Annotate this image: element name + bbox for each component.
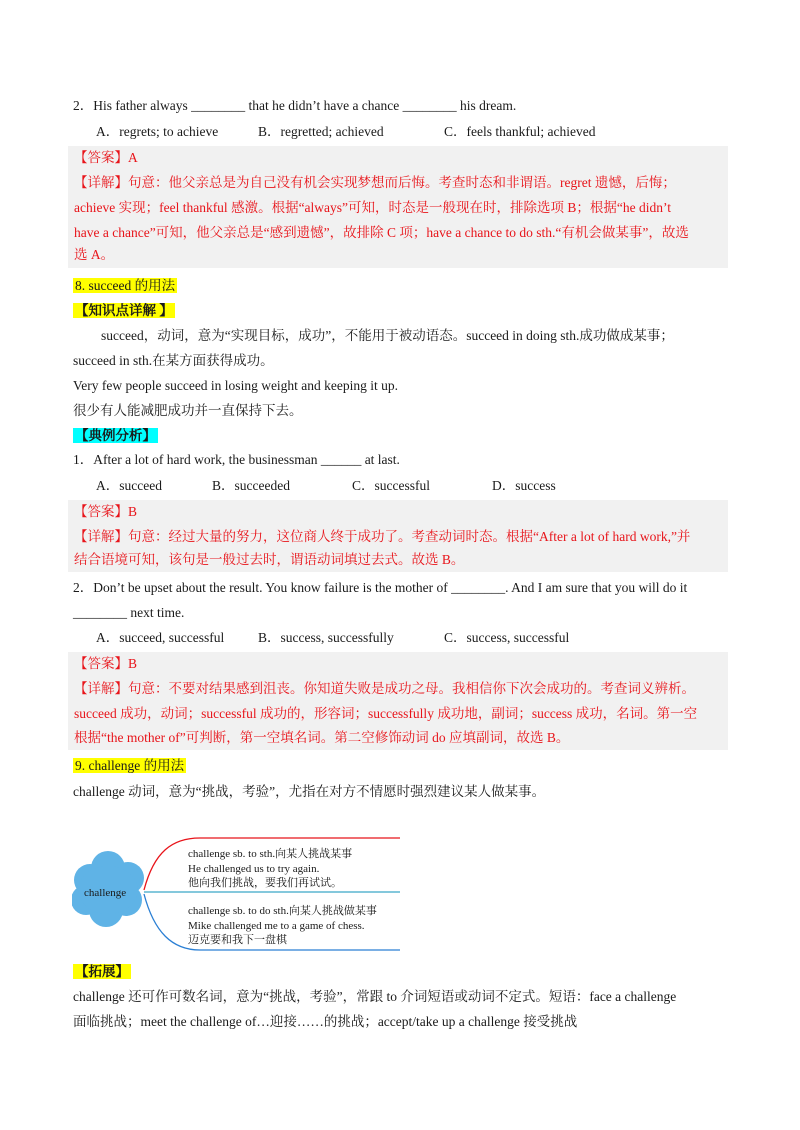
- extension-line: 面临挑战；meet the challenge of…迎接……的挑战；accept/take up a challenge 接受挑战: [73, 1014, 578, 1029]
- branch2-line1: challenge sb. to do sth.向某人挑战做某事: [188, 905, 377, 917]
- extension-tag: 【拓展】: [75, 964, 129, 979]
- example-2-stem: 2．Don’t be upset about the result. You know failure is the mother of ________. And I am sure that you will do it: [73, 580, 688, 595]
- q2-option-b: B．regretted; achieved: [258, 124, 384, 139]
- body-line: succeed in sth.在某方面获得成功。: [73, 353, 274, 368]
- mind-map: [72, 832, 402, 958]
- branch1-line1: challenge sb. to sth.向某人挑战某事: [188, 848, 353, 860]
- q2-answer-box: [68, 146, 728, 268]
- example-sentence: Very few people succeed in losing weight and keeping it up.: [73, 378, 399, 393]
- mind-map-center-label: challenge: [84, 887, 127, 899]
- q2-option-c: C．feels thankful; achieved: [444, 124, 596, 139]
- section-9-heading: 9. challenge 的用法: [75, 758, 185, 773]
- ex1-option-a: A．succeed: [96, 478, 162, 493]
- question-2-stem: 2．His father always ________ that he didn’t have a chance ________ his dream.: [73, 98, 517, 113]
- q2-answer: 【答案】A: [74, 150, 138, 165]
- extension-line: challenge 还可作可数名词，意为“挑战，考验”，常跟 to 介词短语或动词不定式。短语：face a challenge: [73, 989, 677, 1004]
- ex2-detail-line: succeed 成功，动词；successful 成功的，形容词；successfully 成功地，副词；success 成功，名词。第一空: [74, 706, 698, 721]
- branch2-line3: 迈克要和我下一盘棋: [188, 934, 287, 946]
- ex2-answer: 【答案】B: [74, 656, 138, 671]
- ex1-option-d: D．success: [492, 478, 556, 493]
- section-9-intro: challenge 动词，意为“挑战，考验”，尤指在对方不情愿时强烈建议某人做某事。: [73, 784, 546, 799]
- knowledge-tag: 【知识点详解 】: [75, 303, 173, 318]
- ex1-option-b: B．succeeded: [212, 478, 290, 493]
- ex2-option-a: A．succeed, successful: [96, 630, 225, 645]
- ex1-answer: 【答案】B: [74, 504, 138, 519]
- ex2-option-b: B．success, successfully: [258, 630, 394, 645]
- q2-detail-line: 【详解】句意：他父亲总是为自己没有机会实现梦想而后悔。考查时态和非谓语。regret 遗憾，后悔；: [74, 175, 676, 190]
- example-2-stem-cont: ________ next time.: [73, 605, 185, 620]
- section-8-heading: 8. succeed 的用法: [75, 278, 176, 293]
- branch1-line2: He challenged us to try again.: [188, 863, 320, 875]
- ex2-answer-box: [68, 652, 728, 750]
- q2-detail-line: 选 A。: [74, 247, 115, 262]
- q2-detail-line: have a chance”可知，他父亲总是“感到遗憾”，故排除 C 项；have a chance to do sth.“有机会做某事”，故选: [74, 225, 689, 240]
- q2-detail-line: achieve 实现；feel thankful 感激。根据“always”可知，时态是一般现在时，排除选项 B；根据“he didn’t: [74, 200, 672, 215]
- example-translation: 很少有人能减肥成功并一直保持下去。: [73, 403, 303, 418]
- ex1-detail-line: 结合语境可知，该句是一般过去时，谓语动词填过去式。故选 B。: [74, 552, 465, 567]
- body-line: succeed，动词，意为“实现目标，成功”，不能用于被动语态。succeed in doing sth.成功做成某事；: [101, 328, 674, 343]
- ex2-option-c: C．success, successful: [444, 630, 570, 645]
- branch1-line3: 他向我们挑战，要我们再试试。: [188, 877, 342, 889]
- ex2-detail-line: 根据“the mother of”可判断，第一空填名词。第二空修饰动词 do 应填副词，故选 B。: [74, 730, 570, 745]
- ex1-answer-box: [68, 500, 728, 572]
- ex1-detail-line: 【详解】句意：经过大量的努力，这位商人终于成功了。考查动词时态。根据“After a lot of hard work,”并: [74, 529, 691, 544]
- ex1-option-c: C．successful: [352, 478, 430, 493]
- example-1-stem: 1．After a lot of hard work, the businessman ______ at last.: [73, 452, 400, 467]
- q2-option-a: A．regrets; to achieve: [96, 124, 219, 139]
- branch2-line2: Mike challenged me to a game of chess.: [188, 920, 365, 932]
- example-analysis-tag: 【典例分析】: [75, 428, 156, 443]
- ex2-detail-line: 【详解】句意：不要对结果感到沮丧。你知道失败是成功之母。我相信你下次会成功的。考查词义辨析。: [74, 681, 695, 696]
